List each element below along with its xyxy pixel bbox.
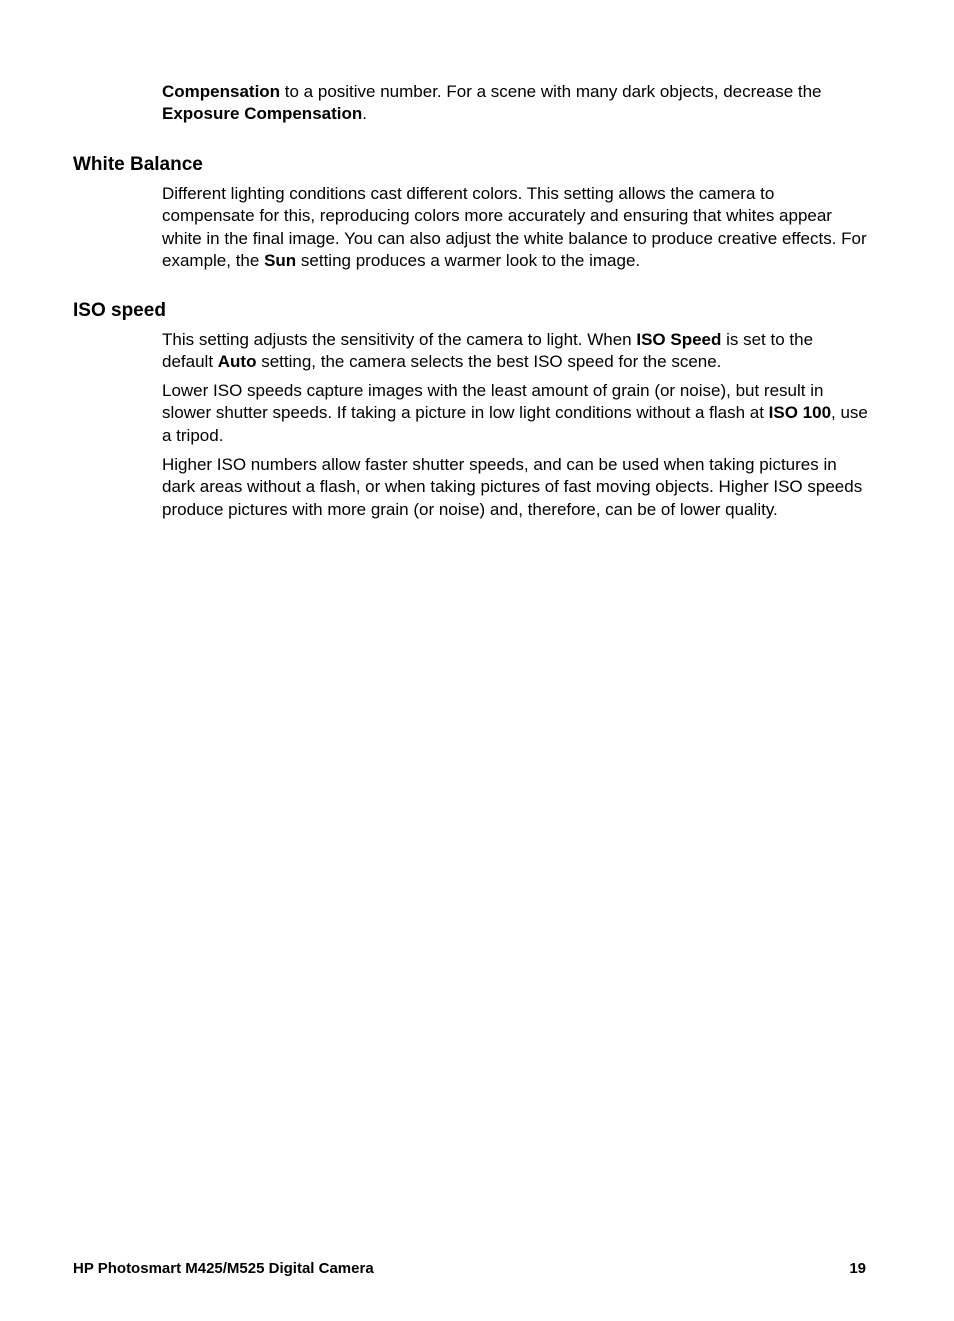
white-balance-heading: White Balance (73, 154, 203, 175)
iso-p1-text-3: setting, the camera selects the best ISO speed for the scene. (256, 352, 722, 372)
wb-text-2: setting produces a warmer look to the image. (296, 250, 641, 270)
intro-bold-2: Exposure Compensation (162, 104, 363, 124)
intro-paragraph (162, 81, 868, 126)
iso-paragraph-3 (162, 454, 868, 521)
intro-bold-1: Compensation (162, 82, 281, 101)
iso-p3-text-1: Higher ISO numbers allow faster shutter speeds, and can be used when taking pictures in dark areas without a flash, or when taking pictures of fast moving objects. Higher ISO speeds produce pictures with more grain (or noise) and, therefore, can be of lower quality. (162, 455, 863, 519)
iso-p2-text-1: Lower ISO speeds capture images with the least amount of grain (or noise), but result in slower shutter speeds. If taking a picture in low light conditions without a flash at (162, 381, 824, 423)
footer-title: HP Photosmart M425/M525 Digital Camera (73, 1260, 374, 1277)
iso-p2-text-2: , use a tripod. (162, 403, 868, 445)
iso-p1-text-2: is set to the default (162, 330, 814, 372)
intro-text-1: to a positive number. For a scene with many dark objects, decrease the (280, 82, 822, 101)
iso-speed-heading: ISO speed (73, 300, 166, 321)
iso-paragraph-2 (162, 380, 868, 447)
iso-p1-bold-2: Auto (217, 352, 257, 372)
intro-text-2: . (362, 104, 367, 124)
wb-text-1: Different lighting conditions cast different colors. This setting allows the camera to compensate for this, reproducing colors more accurately and ensuring that whites appear white in the final image. You can also adjust the white balance to produce creative effects. For example, the (162, 184, 867, 270)
iso-p1-bold-1: ISO Speed (636, 330, 722, 349)
page-number: 19 (849, 1260, 866, 1277)
wb-bold-1: Sun (264, 250, 297, 270)
iso-p2-bold-1: ISO 100 (768, 403, 832, 423)
iso-p1-text-1: This setting adjusts the sensitivity of the camera to light. When (162, 330, 637, 349)
iso-paragraph-1 (162, 329, 868, 374)
white-balance-paragraph (162, 183, 868, 272)
